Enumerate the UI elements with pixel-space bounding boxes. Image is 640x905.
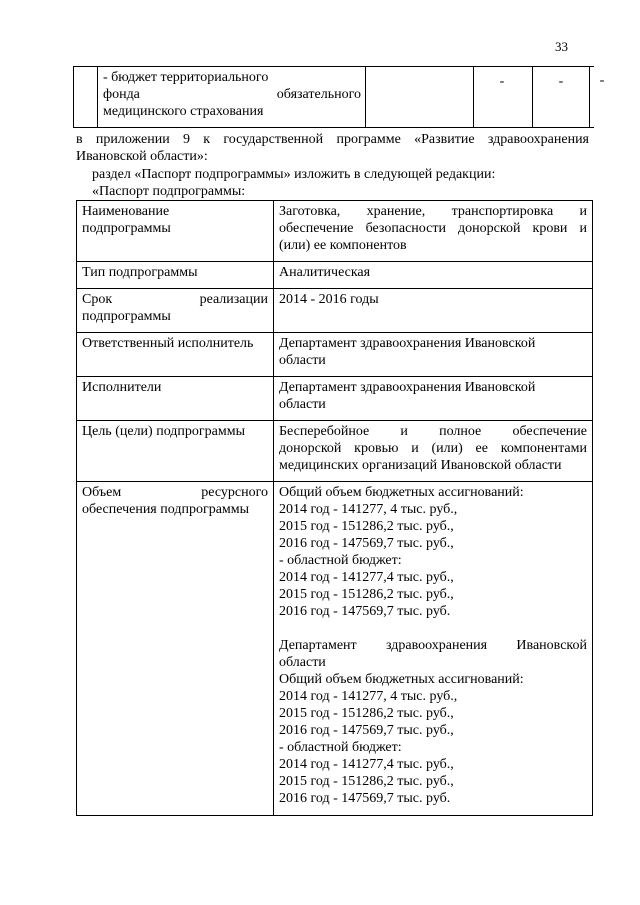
row-key: Ответственный исполнитель — [77, 333, 274, 377]
row-value: Департамент здравоохранения Ивановской области — [274, 333, 593, 377]
intro-line: Ивановской области»: — [76, 149, 208, 164]
row-key: Срок реализации подпрограммы — [77, 289, 274, 333]
row-key: Цель (цели) подпрограммы — [77, 421, 274, 482]
row-key: Наименование подпрограммы — [77, 201, 274, 262]
row-value: Бесперебойное и полное обеспечение донорской кровью и (или) ее компонентами медицинских организаций Ивановской области — [274, 421, 593, 482]
table-row — [77, 262, 593, 289]
table-cell — [532, 66, 590, 128]
intro-line: в приложении 9 к государственной программе «Развитие здравоохранения — [76, 132, 589, 147]
tfoms-budget-label: - бюджет территориального фонда обязательного медицинского страхования — [103, 70, 361, 119]
table-cell — [473, 66, 533, 128]
row-value: Департамент здравоохранения Ивановской области — [274, 377, 593, 421]
row-value: Заготовка, хранение, транспортировка и обеспечение безопасности донорской крови и (или) ее компонентов — [274, 201, 593, 262]
table-cell — [365, 66, 474, 128]
budget-fragment-table — [73, 66, 605, 128]
dash-value: - — [558, 74, 564, 89]
page-number: 33 — [555, 39, 568, 54]
row-value: Общий объем бюджетных ассигнований: 2014 год - 141277, 4 тыс. руб., 2015 год - 151286,2 тыс. руб., 2016 год - 147569,7 тыс. руб., - областной бюджет: 2014 год - 141277,4 тыс. руб., 2015 год - 151286,2 тыс. руб., 2016 год - 147569,7 тыс. руб. Департамент здравоохранения Ивановской области Общий объем бюджетных ассигнований: 2014 год - 141277, 4 тыс. руб., 2015 год - 151286,2 тыс. руб., 2016 год - 147569,7 тыс. руб., - областной бюджет: 2014 год - 141277,4 тыс. руб., 2015 год - 151286,2 тыс. руб., 2016 год - 147569,7 тыс. руб. — [274, 482, 593, 816]
table-row — [77, 421, 593, 482]
table-row — [77, 289, 593, 333]
dash-value: - — [599, 73, 605, 88]
subprogram-passport-table — [76, 200, 593, 816]
row-key: Исполнители — [77, 377, 274, 421]
row-key: Объем ресурсного обеспечения подпрограммы — [77, 482, 274, 816]
intro-line: «Паспорт подпрограммы: — [92, 184, 246, 199]
intro-line: раздел «Паспорт подпрограммы» изложить в следующей редакции: — [92, 167, 496, 182]
row-key: Тип подпрограммы — [77, 262, 274, 289]
table-row — [77, 482, 593, 816]
row-value: Аналитическая — [274, 262, 593, 289]
dash-value: - — [499, 74, 505, 89]
row-value: 2014 - 2016 годы — [274, 289, 593, 333]
table-row — [77, 333, 593, 377]
table-cell — [73, 66, 98, 128]
table-row — [77, 377, 593, 421]
table-row — [77, 201, 593, 262]
